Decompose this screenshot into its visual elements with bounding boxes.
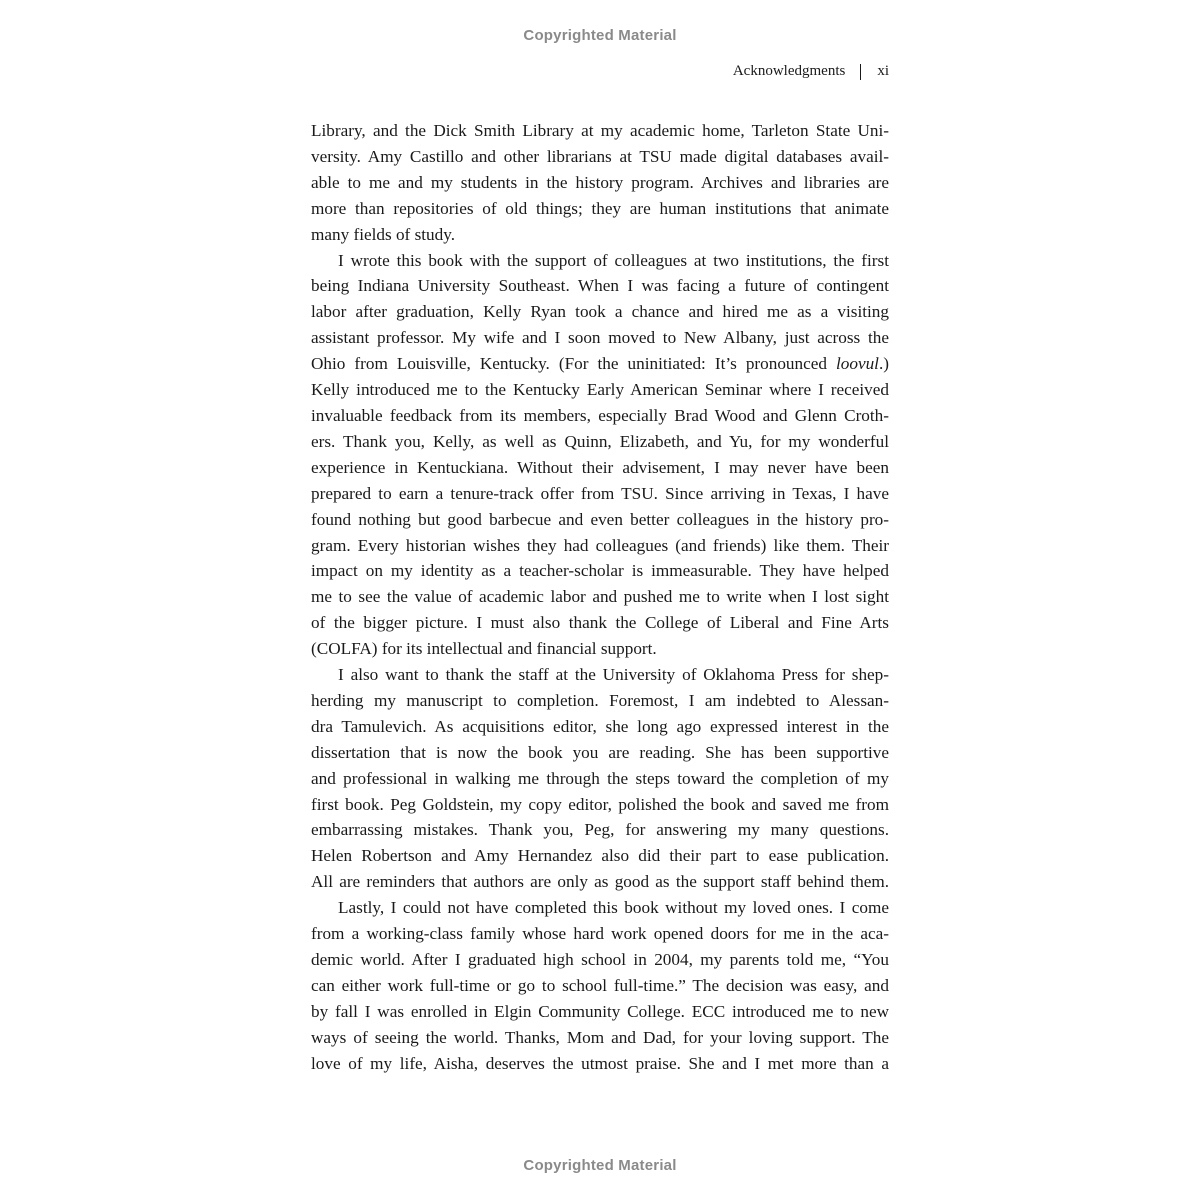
italic-word: loovul: [836, 354, 879, 374]
running-head: [733, 63, 889, 80]
text-line: versity. Amy Castillo and other librarians at TSU made digital databases avail-: [311, 146, 889, 166]
text-line: can either work full-time or go to school full-time.” The decision was easy, and: [311, 975, 889, 995]
text-line: and professional in walking me through the steps toward the completion of my: [311, 768, 889, 788]
text-line: gram. Every historian wishes they had colleagues (and friends) like them. Their: [311, 535, 889, 555]
text-line: found nothing but good barbecue and even better colleagues in the history pro-: [311, 509, 889, 529]
copyright-watermark-bottom: Copyrighted Material: [523, 1157, 677, 1174]
paragraph: [311, 248, 889, 663]
text-line: many fields of study.: [311, 224, 456, 244]
text-line: invaluable feedback from its members, especially Brad Wood and Glenn Croth-: [311, 405, 889, 425]
text-line: able to me and my students in the history program. Archives and libraries are: [311, 172, 889, 192]
copyright-watermark-top: Copyrighted Material: [523, 27, 677, 44]
body-text: [311, 118, 889, 1077]
paragraph: [311, 895, 889, 1076]
running-head-divider: [860, 64, 861, 80]
text-line: I also want to thank the staff at the University of Oklahoma Press for shep-: [338, 665, 889, 685]
text-line: (COLFA) for its intellectual and financial support.: [311, 639, 657, 659]
text-line-with-italic: Ohio from Louisville, Kentucky. (For the uninitiated: It’s pronounced loovul.): [311, 354, 889, 374]
text-line: impact on my identity as a teacher-scholar is immeasurable. They have helped: [311, 561, 889, 581]
text-line: demic world. After I graduated high school in 2004, my parents told me, “You: [311, 950, 889, 969]
text-line: prepared to earn a tenure-track offer from TSU. Since arriving in Texas, I have: [311, 483, 889, 503]
text-line: me to see the value of academic labor and pushed me to write when I lost sight: [311, 587, 889, 607]
text-line: assistant professor. My wife and I soon moved to New Albany, just across the: [311, 328, 889, 348]
text-line: by fall I was enrolled in Elgin Community College. ECC introduced me to new: [311, 1001, 889, 1021]
text-line: from a working-class family whose hard work opened doors for me in the aca-: [311, 924, 889, 944]
page-number: xi: [877, 63, 889, 79]
text-line: first book. Peg Goldstein, my copy editor, polished the book and saved me from: [311, 794, 889, 814]
paragraph: [311, 118, 889, 248]
section-title: Acknowledgments: [732, 63, 846, 79]
text-line: Lastly, I could not have completed this book without my loved ones. I come: [338, 898, 889, 918]
paragraph: [311, 662, 889, 895]
text-line: embarrassing mistakes. Thank you, Peg, for answering my many questions.: [311, 820, 889, 840]
text-line: I wrote this book with the support of colleagues at two institutions, the first: [338, 250, 889, 270]
text-line: All are reminders that authors are only as good as the support staff behind them.: [311, 872, 889, 892]
text-line: herding my manuscript to completion. Foremost, I am indebted to Alessan-: [311, 690, 889, 710]
text-line: Kelly introduced me to the Kentucky Early American Seminar where I received: [311, 380, 889, 400]
text-line: dra Tamulevich. As acquisitions editor, she long ago expressed interest in the: [311, 716, 889, 736]
text-line: Library, and the Dick Smith Library at my academic home, Tarleton State Uni-: [311, 121, 889, 140]
text-line: being Indiana University Southeast. When I was facing a future of contingent: [311, 276, 889, 296]
text-line: of the bigger picture. I must also thank the College of Liberal and Fine Arts: [311, 613, 889, 633]
text-line: dissertation that is now the book you are reading. She has been supportive: [311, 742, 889, 762]
text-line: love of my life, Aisha, deserves the utmost praise. She and I met more than a: [311, 1053, 889, 1073]
text-line: labor after graduation, Kelly Ryan took a chance and hired me as a visiting: [311, 302, 889, 322]
text-line: Helen Robertson and Amy Hernandez also did their part to ease publication.: [311, 846, 889, 866]
text-line: more than repositories of old things; they are human institutions that animate: [311, 198, 889, 218]
text-line: ways of seeing the world. Thanks, Mom and Dad, for your loving support. The: [311, 1027, 889, 1047]
text-line: ers. Thank you, Kelly, as well as Quinn, Elizabeth, and Yu, for my wonderful: [311, 431, 889, 451]
text-line: experience in Kentuckiana. Without their advisement, I may never have been: [311, 457, 889, 477]
